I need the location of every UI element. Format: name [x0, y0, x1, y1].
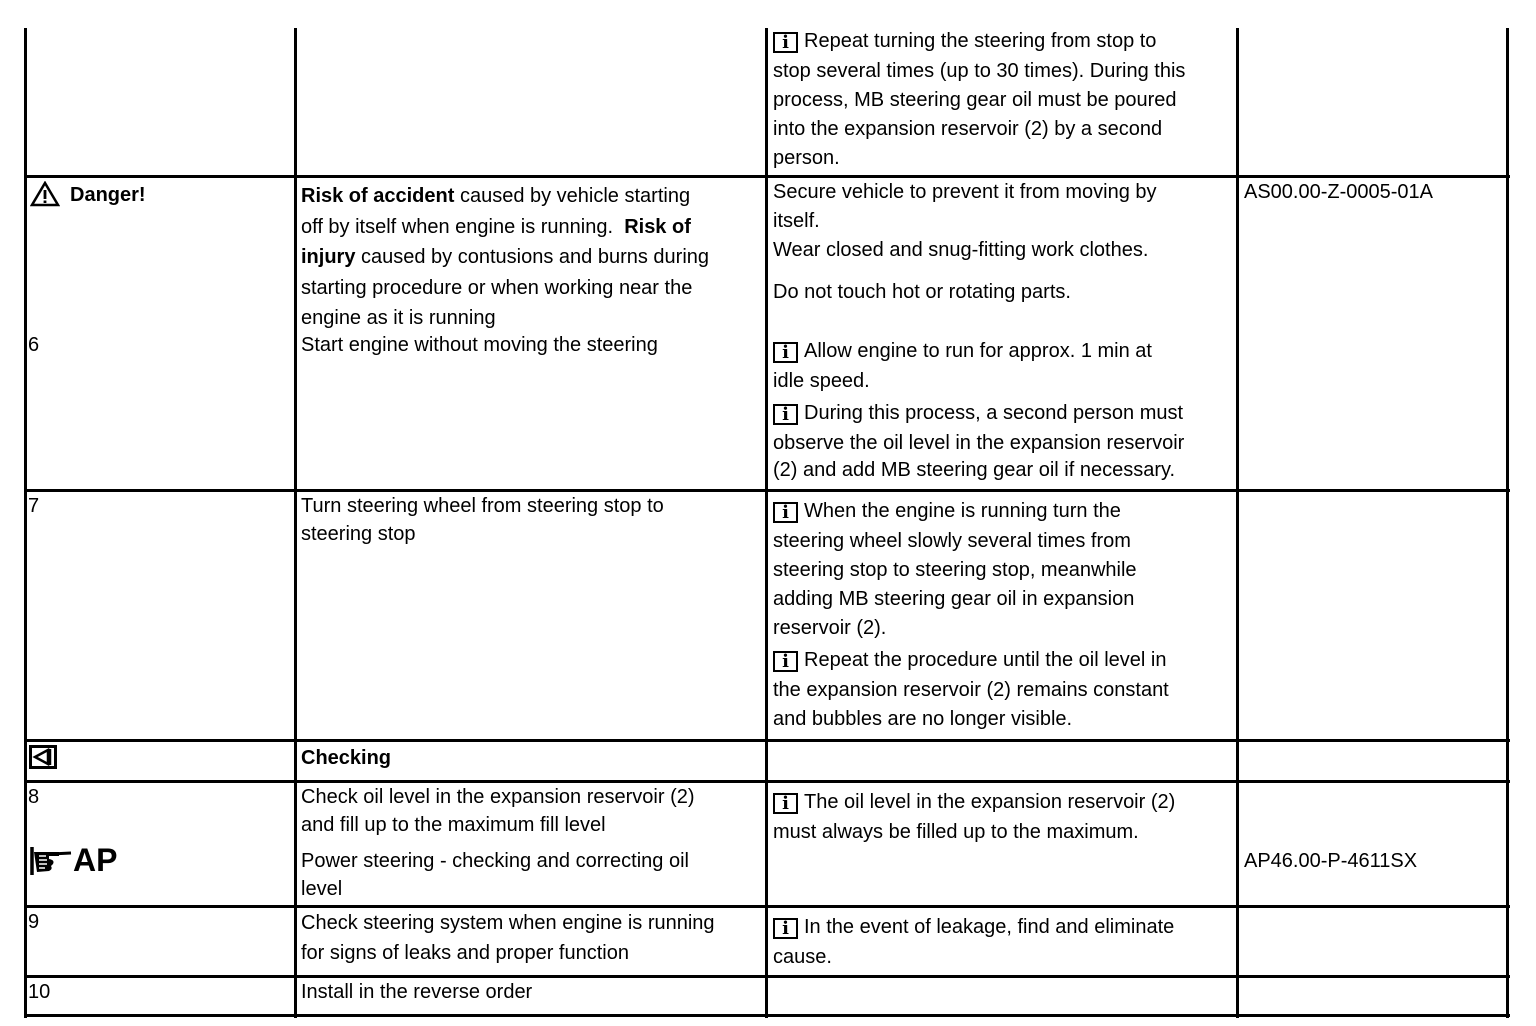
step10-number: 10: [28, 981, 51, 1003]
risk-injury-label: injury: [301, 246, 356, 268]
note-line: (2) and add MB steering gear oil if necessary.: [773, 459, 1176, 481]
info-icon: i: [773, 918, 798, 939]
row-divider: [25, 780, 1510, 783]
checking-flag-icon: [29, 745, 57, 769]
danger-text: caused by contusions and burns during: [355, 246, 710, 268]
step8-notes: [773, 785, 1175, 846]
note-line: [773, 785, 1175, 818]
note-line: must always be filled up to the maximum.: [773, 821, 1139, 843]
row-divider: [25, 905, 1510, 908]
note-text: When the engine is running turn the: [804, 500, 1121, 522]
note-text: In the event of leakage, find and eliminate: [804, 916, 1175, 938]
note-line: [773, 334, 1184, 367]
risk-accident-label: Risk of accident: [301, 185, 455, 207]
danger-label: Danger!: [70, 184, 146, 206]
step8-ref-link[interactable]: AP46.00-P-4611SX: [1244, 850, 1418, 872]
action-line: for signs of leaks and proper function: [301, 942, 629, 964]
step8-number: 8: [28, 786, 40, 808]
warning-triangle-icon: [30, 181, 60, 207]
danger-ref-cell[interactable]: [1244, 178, 1433, 207]
measure-line: itself.: [773, 210, 820, 232]
step8-ref-cell[interactable]: [1244, 847, 1417, 876]
danger-text: caused by vehicle starting: [454, 185, 691, 207]
note-line: idle speed.: [773, 370, 870, 392]
step8-action: [301, 783, 695, 903]
measure-line: Do not touch hot or rotating parts.: [773, 281, 1071, 303]
note-line: [773, 643, 1169, 676]
action-line: Check steering system when engine is running: [301, 912, 715, 934]
note-line: reservoir (2).: [773, 617, 887, 639]
danger-line: [301, 181, 709, 212]
note-line: person.: [773, 147, 840, 169]
danger-line: [301, 242, 709, 273]
info-icon: i: [773, 32, 798, 53]
danger-measures-cell: [773, 178, 1157, 307]
risk-injury-label: Risk of: [624, 215, 691, 238]
danger-line: engine as it is running: [301, 307, 496, 329]
measure-line: Wear closed and snug-fitting work clothes.: [773, 239, 1149, 261]
measure-line: Secure vehicle to prevent it from moving by: [773, 181, 1157, 203]
step7-action: [301, 492, 664, 548]
danger-text-cell: [301, 181, 709, 334]
danger-label-cell: [30, 181, 146, 210]
info-icon: i: [773, 793, 798, 814]
step9-number: 9: [28, 911, 40, 933]
note-line: stop several times (up to 30 times). During this: [773, 60, 1186, 82]
danger-text: off by itself when engine is running.: [301, 215, 614, 238]
note-line: cause.: [773, 946, 832, 968]
note-text: Repeat turning the steering from stop to: [804, 30, 1157, 52]
note-line: [773, 494, 1169, 527]
note-line: process, MB steering gear oil must be poured: [773, 89, 1177, 111]
note-line: [773, 396, 1184, 429]
action-line: Check oil level in the expansion reservoir (2): [301, 786, 695, 808]
info-icon: i: [773, 651, 798, 672]
note-line: observe the oil level in the expansion reservoir: [773, 432, 1185, 454]
danger-ref-link[interactable]: AS00.00-Z-0005-01A: [1244, 181, 1434, 203]
step7-notes: [773, 494, 1169, 734]
ap-label: AP: [73, 842, 118, 878]
table-border-bottom: [25, 1014, 1510, 1017]
step10-action: Install in the reverse order: [301, 981, 533, 1003]
note-text: Allow engine to run for approx. 1 min at: [804, 340, 1152, 362]
info-icon: i: [773, 342, 798, 363]
info-icon: i: [773, 404, 798, 425]
note-line: steering wheel slowly several times from: [773, 530, 1131, 552]
danger-line: [301, 212, 709, 243]
row-divider: [25, 739, 1510, 742]
pointing-hand-icon: [29, 844, 73, 878]
note-cell-row0: [773, 27, 1185, 173]
danger-line: starting procedure or when working near the: [301, 276, 693, 299]
note-line: and bubbles are no longer visible.: [773, 708, 1073, 730]
checking-label: Checking: [301, 747, 392, 769]
row-divider: [25, 975, 1510, 978]
note-line: steering stop to steering stop, meanwhile: [773, 559, 1137, 581]
note-line: into the expansion reservoir (2) by a second: [773, 118, 1163, 140]
step9-action: [301, 908, 715, 968]
note-text: The oil level in the expansion reservoir (2): [804, 791, 1176, 813]
note-line: [773, 27, 1185, 57]
step6-action: Start engine without moving the steering: [301, 334, 658, 356]
step6-notes: [773, 334, 1184, 485]
info-icon: i: [773, 502, 798, 523]
action-line: steering stop: [301, 523, 416, 545]
step6-number: 6: [28, 334, 40, 356]
step7-number: 7: [28, 495, 40, 517]
note-line: the expansion reservoir (2) remains constant: [773, 679, 1169, 701]
note-line: adding MB steering gear oil in expansion: [773, 588, 1135, 610]
note-line: [773, 910, 1174, 943]
ap-action-line[interactable]: Power steering - checking and correcting oil: [301, 850, 689, 872]
note-text: During this process, a second person must: [804, 402, 1184, 424]
ap-action-line[interactable]: level: [301, 878, 343, 900]
step9-notes: [773, 910, 1174, 972]
action-line: and fill up to the maximum fill level: [301, 814, 606, 836]
note-text: Repeat the procedure until the oil level in: [804, 649, 1167, 671]
row-divider: [25, 489, 1510, 492]
action-line: Turn steering wheel from steering stop to: [301, 495, 664, 517]
